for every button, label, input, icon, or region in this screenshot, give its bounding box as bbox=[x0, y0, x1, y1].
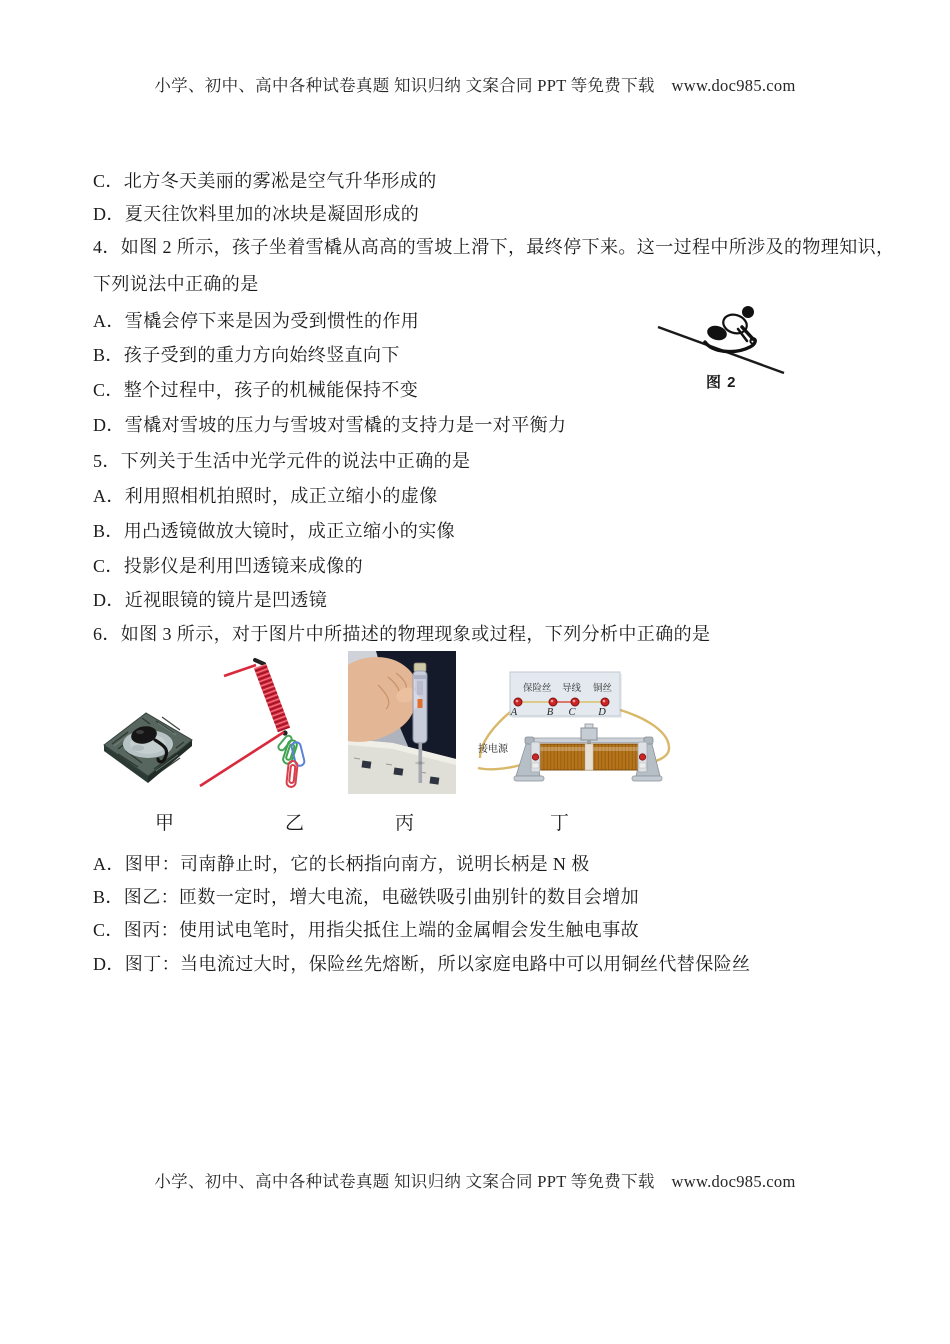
sled-rider bbox=[705, 306, 756, 352]
site-header: 小学、初中、高中各种试卷真题 知识归纳 文案合同 PPT 等免费下载 www.doc985.com bbox=[154, 76, 796, 95]
caption-yi: 乙 bbox=[285, 813, 305, 834]
caption-ding: 丁 bbox=[550, 813, 570, 834]
nail-head bbox=[255, 660, 264, 664]
terminal-b: B bbox=[546, 707, 554, 718]
q5-option-c: C．投影仪是利用凹透镜来成像的 bbox=[93, 556, 364, 576]
label-copper: 铜丝 bbox=[593, 684, 613, 694]
coil-gap bbox=[585, 744, 593, 770]
rheostat bbox=[514, 724, 662, 781]
top-wire bbox=[224, 665, 256, 676]
site-footer: 小学、初中、高中各种试卷真题 知识归纳 文案合同 PPT 等免费下载 www.doc985.com bbox=[154, 1172, 796, 1191]
terminal-c: C bbox=[568, 707, 576, 718]
caption-bing: 丙 bbox=[395, 813, 415, 834]
paper-clips bbox=[277, 734, 305, 787]
q4-option-a: A．雪橇会停下来是因为受到惯性的作用 bbox=[93, 311, 420, 331]
q6-option-a: A．图甲：司南静止时，它的长柄指向南方，说明长柄是 N 极 bbox=[93, 854, 590, 874]
q5-stem: 5．下列关于生活中光学元件的说法中正确的是 bbox=[93, 451, 471, 471]
fuse-demo-illustration bbox=[476, 650, 681, 790]
q4-stem-line2: 下列说法中正确的是 bbox=[93, 274, 259, 294]
slider bbox=[581, 728, 597, 740]
label-fuse: 保险丝 bbox=[523, 684, 552, 694]
label-power: 接电源 bbox=[478, 744, 508, 755]
q3-option-d: D．夏天往饮料里加的冰块是凝固形成的 bbox=[93, 204, 420, 224]
figure-bing-testpen-photo bbox=[348, 651, 456, 799]
q4-option-c: C．整个过程中，孩子的机械能保持不变 bbox=[93, 380, 419, 400]
testpen-photo bbox=[348, 651, 456, 794]
q3-option-c: C．北方冬天美丽的雾凇是空气升华形成的 bbox=[93, 171, 437, 191]
bottom-wire bbox=[200, 732, 284, 786]
figure-sled-caption: 图 2 bbox=[706, 374, 737, 391]
terminal-d: D bbox=[598, 707, 606, 718]
caption-jia: 甲 bbox=[155, 813, 175, 834]
sled-illustration bbox=[650, 297, 790, 377]
figure-jia-sinan bbox=[98, 688, 198, 798]
q6-option-c: C．图丙：使用试电笔时，用指尖抵住上端的金属帽会发生触电事故 bbox=[93, 920, 640, 940]
sinan-compass-illustration bbox=[98, 688, 198, 793]
neon-lamp bbox=[418, 699, 423, 708]
q6-stem: 6．如图 3 所示，对于图片中所描述的物理现象或过程，下列分析中正确的是 bbox=[93, 624, 711, 644]
label-lead: 导线 bbox=[562, 684, 582, 694]
q5-option-b: B．用凸透镜做放大镜时，成正立缩小的实像 bbox=[93, 521, 456, 541]
q4-option-b: B．孩子受到的重力方向始终竖直向下 bbox=[93, 345, 400, 365]
terminal-a: A bbox=[510, 707, 518, 718]
q6-option-b: B．图乙：匝数一定时，增大电流，电磁铁吸引曲别针的数目会增加 bbox=[93, 887, 640, 907]
figure-sled bbox=[650, 297, 790, 382]
figure-ding-fuse-demo bbox=[476, 650, 681, 795]
q5-option-d: D．近视眼镜的镜片是凹透镜 bbox=[93, 590, 328, 610]
cap-terminal-right bbox=[639, 754, 645, 760]
cap-terminal-left bbox=[532, 754, 538, 760]
electromagnet-illustration bbox=[190, 648, 310, 798]
q4-option-d: D．雪橇对雪坡的压力与雪坡对雪橇的支持力是一对平衡力 bbox=[93, 415, 567, 435]
q5-option-a: A．利用照相机拍照时，成正立缩小的虚像 bbox=[93, 486, 438, 506]
q4-stem-line1: 4．如图 2 所示，孩子坐着雪橇从高高的雪坡上滑下，最终停下来。这一过程中所涉及的物理知识， bbox=[93, 237, 895, 257]
q6-option-d: D．图丁：当电流过大时，保险丝先熔断，所以家庭电路中可以用铜丝代替保险丝 bbox=[93, 954, 751, 974]
figure-yi-electromagnet bbox=[190, 648, 310, 803]
